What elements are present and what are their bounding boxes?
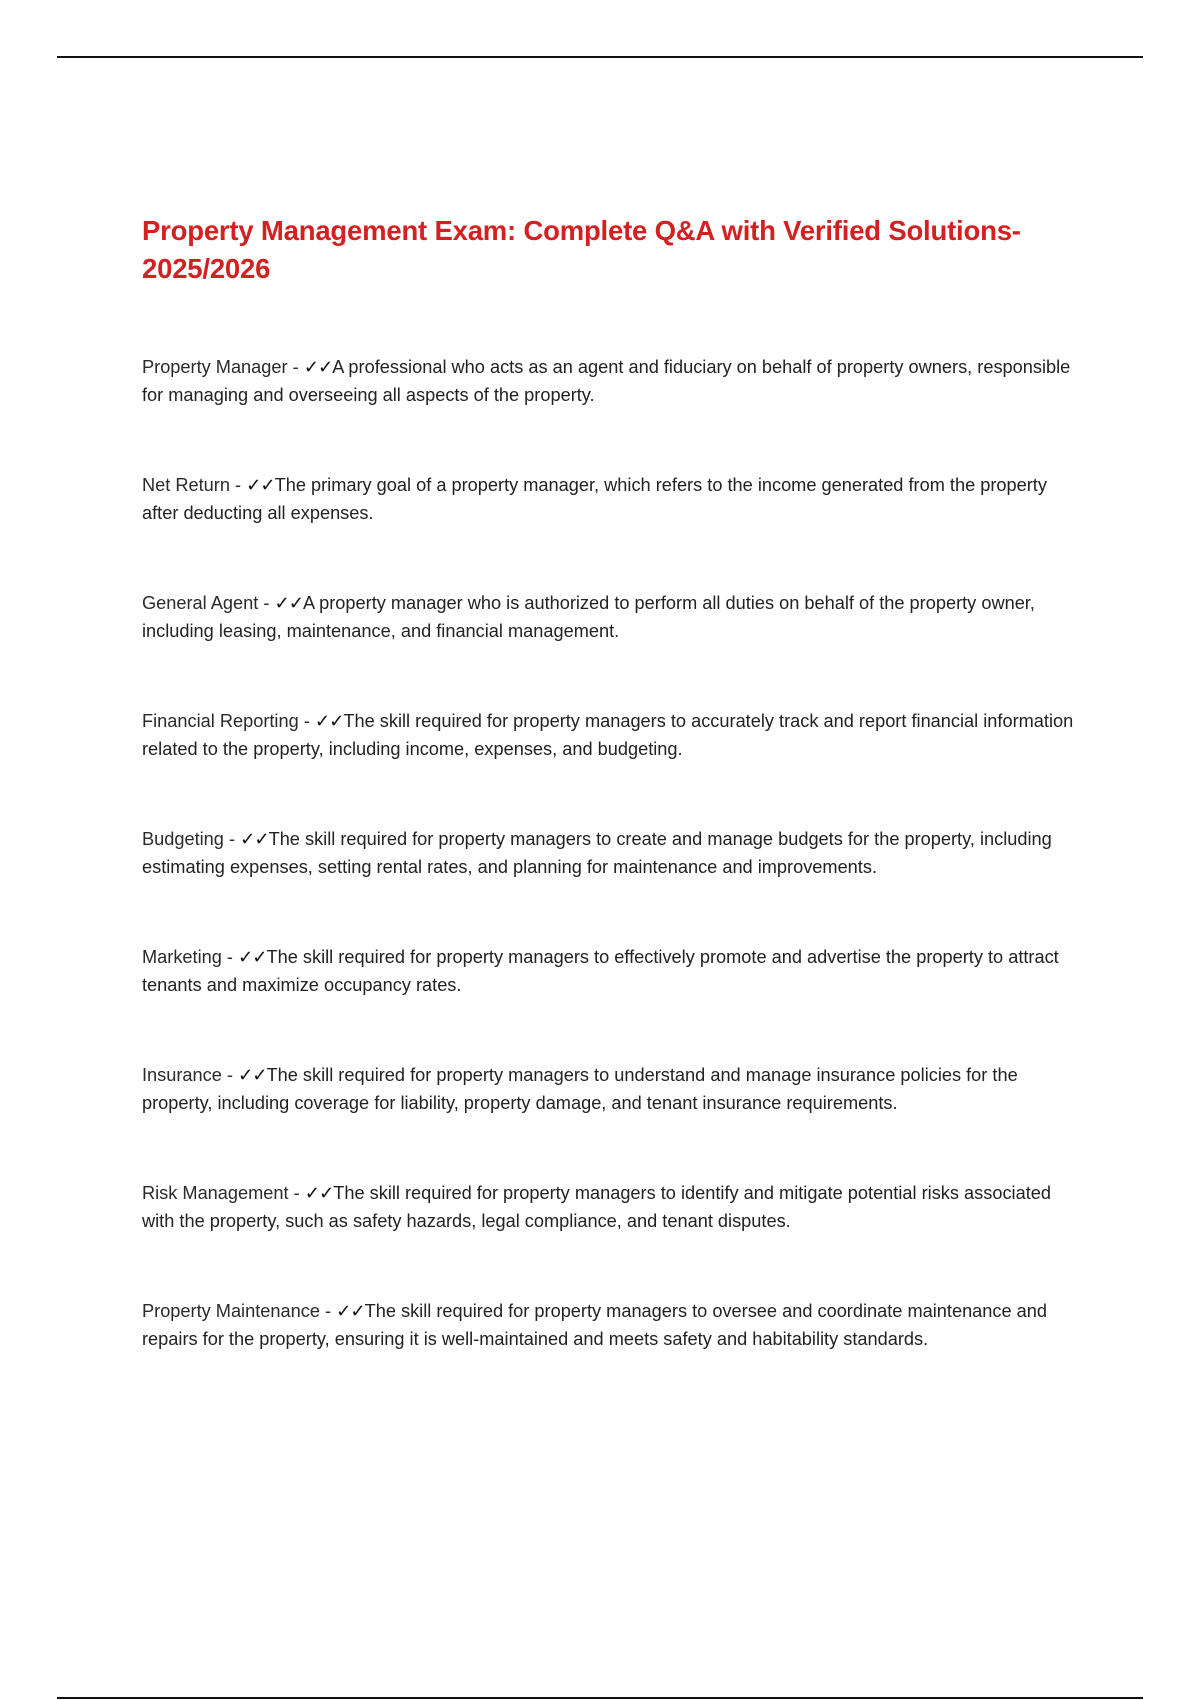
check-icon: ✓✓ bbox=[274, 593, 303, 613]
entry-separator: - bbox=[319, 1301, 337, 1321]
document-title: Property Management Exam: Complete Q&A with Verified Solutions-2025/2026 bbox=[142, 215, 1021, 284]
entry-property-manager bbox=[142, 353, 1082, 409]
check-icon: ✓✓ bbox=[238, 947, 267, 967]
entry-definition: The skill required for property managers to oversee and coordinate maintenance and repairs for the property, ensuring it is well-maintained and meets safety and habitability standards. bbox=[142, 1301, 1048, 1349]
entry-separator: - bbox=[221, 947, 239, 967]
check-icon: ✓✓ bbox=[336, 1301, 365, 1321]
entry-separator: - bbox=[223, 829, 241, 849]
entry-term: General Agent bbox=[142, 593, 259, 613]
check-icon: ✓✓ bbox=[304, 1183, 334, 1203]
entry-budgeting bbox=[142, 825, 1082, 881]
check-icon: ✓✓ bbox=[240, 829, 269, 849]
check-icon: ✓✓ bbox=[238, 1065, 267, 1085]
entry-definition: A professional who acts as an agent and fiduciary on behalf of property owners, responsible for managing and overseeing all aspects of the property. bbox=[142, 357, 1071, 405]
entry-risk-management bbox=[142, 1179, 1082, 1235]
entry-term: Risk Management bbox=[142, 1183, 289, 1203]
entry-term: Net Return bbox=[142, 475, 230, 495]
entry-term: Insurance bbox=[142, 1065, 222, 1085]
check-icon: ✓✓ bbox=[246, 475, 275, 495]
entry-definition: The skill required for property managers to effectively promote and advertise the property to attract tenants and maximize occupancy rates. bbox=[142, 947, 1059, 995]
entry-property-maintenance bbox=[142, 1297, 1082, 1353]
entry-separator: - bbox=[288, 1183, 305, 1203]
entry-definition: A property manager who is authorized to perform all duties on behalf of the property owner, including leasing, maintenance, and financial management. bbox=[142, 593, 1035, 641]
entry-term: Budgeting bbox=[142, 829, 224, 849]
entry-definition: The skill required for property managers to accurately track and report financial information related to the property, including income, expenses, and budgeting. bbox=[142, 711, 1074, 759]
document-body bbox=[142, 212, 1082, 288]
entry-marketing bbox=[142, 943, 1082, 999]
entry-separator: - bbox=[229, 475, 247, 495]
entry-separator: - bbox=[221, 1065, 239, 1085]
entry-separator: - bbox=[258, 593, 275, 613]
entry-definition: The primary goal of a property manager, which refers to the income generated from the property after deducting all expenses. bbox=[142, 475, 1047, 523]
entry-separator: - bbox=[298, 711, 315, 731]
entry-financial-reporting bbox=[142, 707, 1082, 763]
bottom-rule bbox=[57, 1697, 1143, 1699]
entry-term: Financial Reporting bbox=[142, 711, 299, 731]
entry-net-return bbox=[142, 471, 1082, 527]
entry-separator: - bbox=[287, 357, 304, 377]
check-icon: ✓✓ bbox=[303, 357, 333, 377]
entry-definition: The skill required for property managers to create and manage budgets for the property, including estimating expenses, setting rental rates, and planning for maintenance and improvements. bbox=[142, 829, 1052, 877]
entry-definition: The skill required for property managers to identify and mitigate potential risks associated with the property, such as safety hazards, legal compliance, and tenant disputes. bbox=[142, 1183, 1051, 1231]
entry-insurance bbox=[142, 1061, 1082, 1117]
check-icon: ✓✓ bbox=[314, 711, 344, 731]
entry-term: Marketing bbox=[142, 947, 222, 967]
entry-term: Property Maintenance bbox=[142, 1301, 320, 1321]
entry-general-agent bbox=[142, 589, 1082, 645]
entry-definition: The skill required for property managers to understand and manage insurance policies for the property, including coverage for liability, property damage, and tenant insurance requirements. bbox=[142, 1065, 1018, 1113]
entry-term: Property Manager bbox=[142, 357, 288, 377]
top-rule bbox=[57, 56, 1143, 58]
